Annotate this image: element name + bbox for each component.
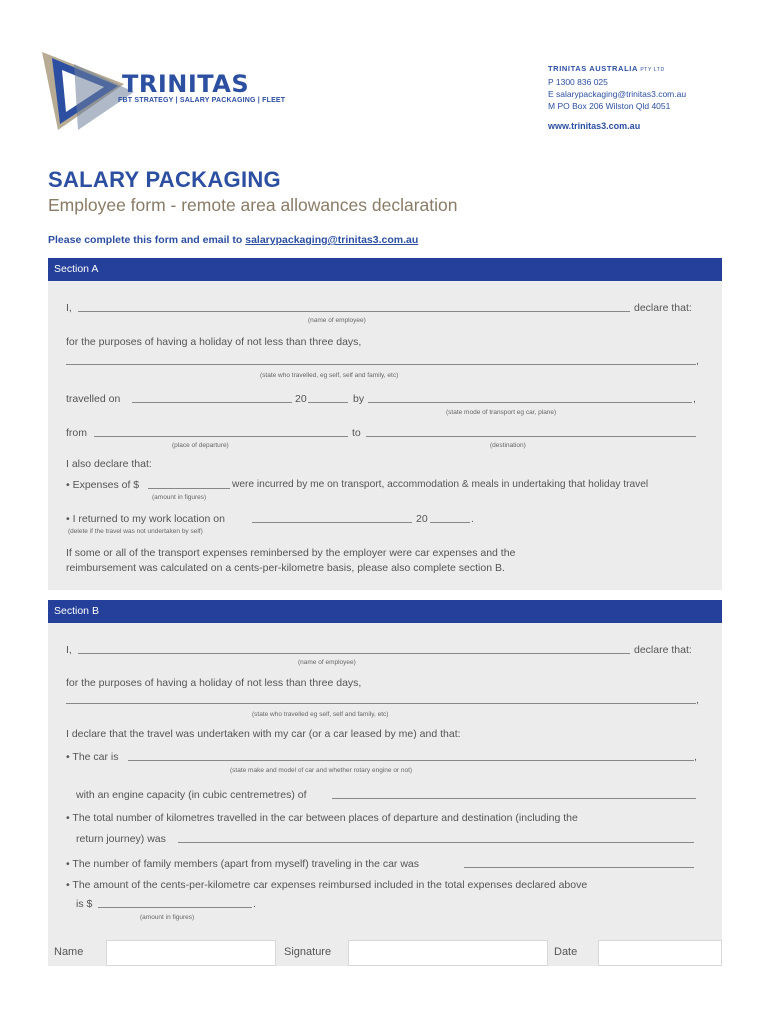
b-comma: , <box>696 694 699 706</box>
b-hint-who: (state who travelled eg self, self and family, etc) <box>252 711 389 718</box>
contact-block <box>548 63 686 132</box>
a-comma-2: , <box>693 393 696 405</box>
b-declare-label: declare that: <box>634 644 692 656</box>
a-returned-text: • I returned to my work location on <box>66 513 225 525</box>
b-km-1: • The total number of kilometres travelled in the car between places of departure and destination (including the <box>66 812 578 824</box>
a-from-label: from <box>66 427 87 439</box>
b-travel-car: I declare that the travel was undertaken with my car (or a car leased by me) and that: <box>66 728 461 740</box>
signature-row <box>48 940 722 966</box>
b-engine: with an engine capacity (in cubic centremetres) of <box>76 789 307 801</box>
company-name: TRINITAS AUSTRALIA PTY LTD <box>548 64 665 73</box>
instruction-text: Please complete this form and email to salarypackaging@trinitas3.com.au <box>48 234 419 246</box>
a-travel-year-field[interactable] <box>308 402 348 403</box>
name-label: Name <box>54 946 84 958</box>
contact-email[interactable]: E salarypackaging@trinitas3.com.au <box>548 89 687 99</box>
instruction-email-link[interactable]: salarypackaging@trinitas3.com.au <box>245 234 419 246</box>
b-period: . <box>253 898 256 910</box>
b-who-travelled-field[interactable] <box>66 703 696 704</box>
section-b <box>48 600 722 940</box>
a-hint-departure: (place of departure) <box>172 442 229 449</box>
b-car-is: • The car is <box>66 751 119 763</box>
a-hint-transport: (state mode of transport eg car, plane) <box>446 409 557 416</box>
a-who-travelled-field[interactable] <box>66 364 696 365</box>
b-i-label: I, <box>66 644 72 656</box>
logo-wordmark: TRINITAS <box>122 70 250 98</box>
a-by-label: by <box>353 393 365 405</box>
b-hint-name: (name of employee) <box>298 659 356 666</box>
a-return-date-field[interactable] <box>252 522 412 523</box>
a-return-year-field[interactable] <box>430 522 470 523</box>
date-field[interactable] <box>598 940 722 966</box>
b-holiday-text: for the purposes of having a holiday of not less than three days, <box>66 677 362 689</box>
signature-label: Signature <box>284 946 332 958</box>
a-departure-field[interactable] <box>94 436 348 437</box>
a-period: . <box>471 513 474 525</box>
phone-number: P 1300 836 025 <box>548 77 608 87</box>
a-hint-who: (state who travelled, eg self, self and family, etc) <box>260 372 399 379</box>
a-hint-destination: (destination) <box>490 442 526 449</box>
section-a <box>48 258 722 590</box>
b-employee-name-field[interactable] <box>78 653 630 654</box>
b-kilometres-field[interactable] <box>178 842 694 843</box>
a-hint-delete: (delete if the travel was not undertaken by self) <box>68 528 203 535</box>
a-expenses-prefix: • Expenses of $ <box>66 479 140 491</box>
page-subtitle: Employee form - remote area allowances declaration <box>48 195 458 215</box>
a-travelled-on: travelled on <box>66 393 121 405</box>
section-b-heading: Section B <box>48 600 722 623</box>
section-a-heading: Section A <box>48 258 722 281</box>
a-car-note-1: If some or all of the transport expenses reminbersed by the employer were car expenses and the <box>66 547 516 559</box>
b-amount-1: • The amount of the cents-per-kilometre car expenses reimbursed included in the total expenses declared above <box>66 879 588 891</box>
a-i-label: I, <box>66 302 72 314</box>
a-also-declare: I also declare that: <box>66 458 152 470</box>
b-engine-capacity-field[interactable] <box>332 798 696 799</box>
a-employee-name-field[interactable] <box>78 311 630 312</box>
a-returned-year: 20 <box>416 513 428 525</box>
a-hint-amount: (amount in figures) <box>152 494 207 501</box>
page-title: SALARY PACKAGING <box>48 167 281 192</box>
b-km-2: return journey) was <box>76 833 166 845</box>
name-field[interactable] <box>106 940 276 966</box>
a-hint-name: (name of employee) <box>308 317 366 324</box>
logo-tagline: FBT STRATEGY | SALARY PACKAGING | FLEET <box>118 97 286 104</box>
b-hint-car: (state make and model of car and whether rotary engine or not) <box>230 767 413 774</box>
b-family-count-field[interactable] <box>464 867 694 868</box>
a-car-note-2: reimbursement was calculated on a cents-per-kilometre basis, please also complete section B. <box>66 562 505 574</box>
a-declare-label: declare that: <box>634 302 692 314</box>
a-transport-field[interactable] <box>368 402 692 403</box>
signature-field[interactable] <box>348 940 548 966</box>
website-link[interactable]: www.trinitas3.com.au <box>548 121 641 131</box>
b-comma-2: , <box>694 751 697 763</box>
b-amount-field[interactable] <box>98 907 252 908</box>
mail-address: M PO Box 206 Wilston Qld 4051 <box>548 101 671 111</box>
a-comma: , <box>696 355 699 367</box>
a-to-label: to <box>352 427 361 439</box>
b-family: • The number of family members (apart from myself) traveling in the car was <box>66 858 420 870</box>
a-destination-field[interactable] <box>366 436 696 437</box>
a-year-prefix: 20 <box>295 393 307 405</box>
b-car-make-field[interactable] <box>128 760 694 761</box>
b-hint-amount: (amount in figures) <box>140 914 195 921</box>
b-amount-2: is $ <box>76 898 93 910</box>
a-travel-date-field[interactable] <box>132 402 292 403</box>
date-label: Date <box>554 946 578 958</box>
a-expenses-suffix: were incurred by me on transport, accommodation & meals in undertaking that holiday travel <box>232 479 649 490</box>
a-expenses-amount-field[interactable] <box>148 488 230 489</box>
a-holiday-text: for the purposes of having a holiday of not less than three days, <box>66 336 362 348</box>
